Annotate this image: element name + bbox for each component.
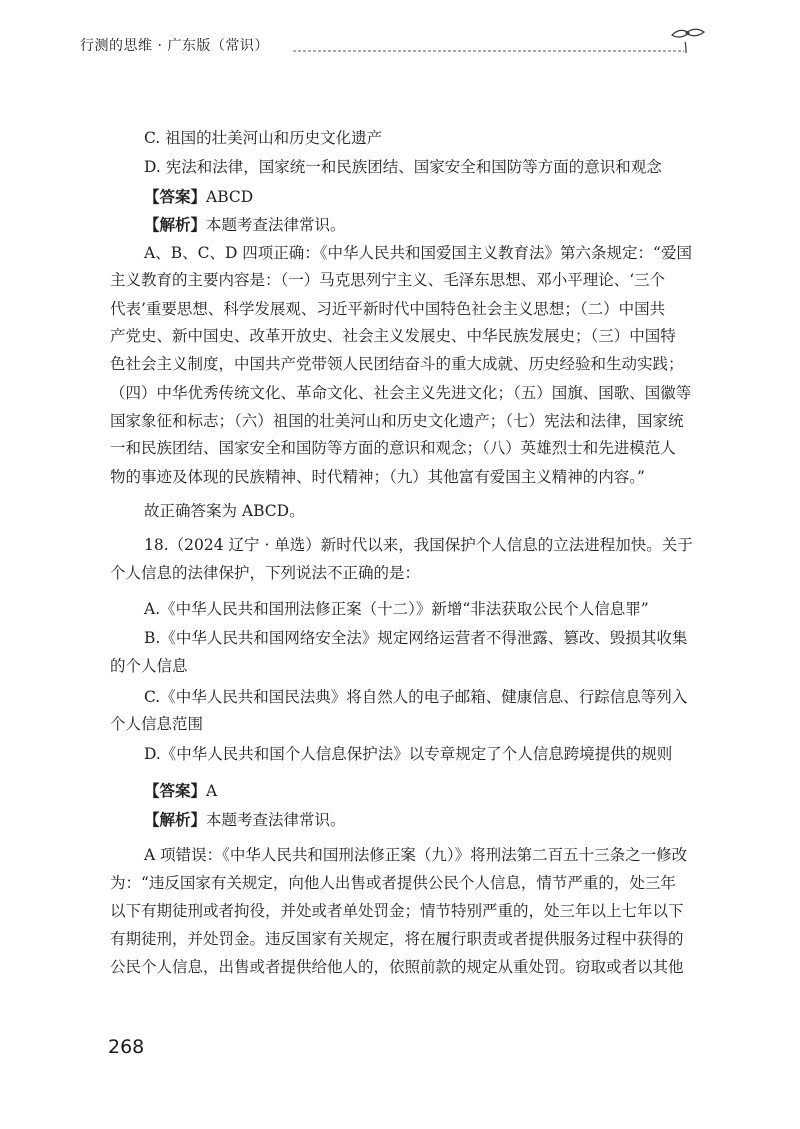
text-line: 有期徒刑，并处罚金。违反国家有关规定，将在履行职责或者提供服务过程中获得的 [110,930,684,948]
answer-line [144,780,217,802]
sprout-icon [678,35,694,53]
option-line: C. 祖国的壮美河山和历史文化遗产 [144,129,383,147]
running-header [80,27,720,61]
running-header-title: 行测的思维 · 广东版（常识） [80,38,269,54]
text-line: A.《中华人民共和国刑法修正案（十二）》新增“非法获取公民个人信息罪” [144,600,649,618]
text-line: 主义教育的主要内容是：（一）马克思列宁主义、毛泽东思想、邓小平理论、‘三个 [110,271,666,289]
text-line: 一和民族团结、国家安全和国防等方面的意识和观念；（八）英雄烈士和先进模范人 [110,439,676,457]
text-line: 个人信息范围 [110,715,204,733]
text-line: D.《中华人民共和国个人信息保护法》以专章规定了个人信息跨境提供的规则 [144,745,673,763]
answer-line-text: A [206,782,218,800]
answer-line-label: 【答案】 [144,187,207,206]
analysis-line-label: 【解析】 [144,215,207,234]
text-line: 国家象征和标志；（六）祖国的壮美河山和历史文化遗产；（七）宪法和法律，国家统 [110,412,684,430]
answer-line-label: 【答案】 [144,781,207,800]
answer-line [144,186,253,208]
text-line: 18.（2024 辽宁 · 单选）新时代以来，我国保护个人信息的立法进程加快。关于 [144,536,693,554]
text-line: B.《中华人民共和国网络安全法》规定网络运营者不得泄露、篡改、毁损其收集 [144,629,688,647]
analysis-line-text: 本题考查法律常识。 [206,811,346,829]
analysis-line [144,214,346,236]
page-number: 268 [108,1036,145,1058]
text-line: 为：“违反国家有关规定，向他人出售或者提供公民个人信息，情节严重的，处三年 [110,874,676,892]
text-line: 色社会主义制度，中国共产党带领人民团结奋斗的重大成就、历史经验和生动实践； [110,355,684,373]
text-line: A 项错误：《中华人民共和国刑法修正案（九）》将刑法第二百五十三条之一修改 [144,846,688,864]
text-line: C.《中华人民共和国民法典》将自然人的电子邮箱、健康信息、行踪信息等列入 [144,688,688,706]
analysis-line [144,809,346,831]
text-line: 物的事迹及体现的民族精神、时代精神；（九）其他富有爱国主义精神的内容。” [110,468,645,486]
text-line: 产党史、新中国史、改革开放史、社会主义发展史、中华民族发展史；（三）中国特 [110,327,676,345]
answer-line-text: ABCD [206,188,254,206]
text-line: 个人信息的法律保护，下列说法不正确的是： [110,564,421,582]
analysis-line-label: 【解析】 [144,810,207,829]
analysis-line-text: 本题考查法律常识。 [206,216,346,234]
text-line: 代表’重要思想、科学发展观、习近平新时代中国特色社会主义思想；（二）中国共 [110,300,666,318]
text-line: 公民个人信息，出售或者提供给他人的，依照前款的规定从重处罚。窃取或者以其他 [110,958,684,976]
text-line: 故正确答案为 ABCD。 [144,502,305,520]
text-line: A、B、C、D 四项正确：《中华人民共和国爱国主义教育法》第六条规定：“爱国 [144,244,692,262]
text-line: （四）中华优秀传统文化、革命文化、社会主义先进文化；（五）国旗、国歌、国徽等 [110,384,692,402]
option-line: D. 宪法和法律，国家统一和民族团结、国家安全和国防等方面的意识和观念 [144,158,662,176]
text-line: 以下有期徒刑或者拘役，并处或者单处罚金；情节特别严重的，处三年以上七年以下 [110,902,684,920]
text-line: 的个人信息 [110,657,188,675]
